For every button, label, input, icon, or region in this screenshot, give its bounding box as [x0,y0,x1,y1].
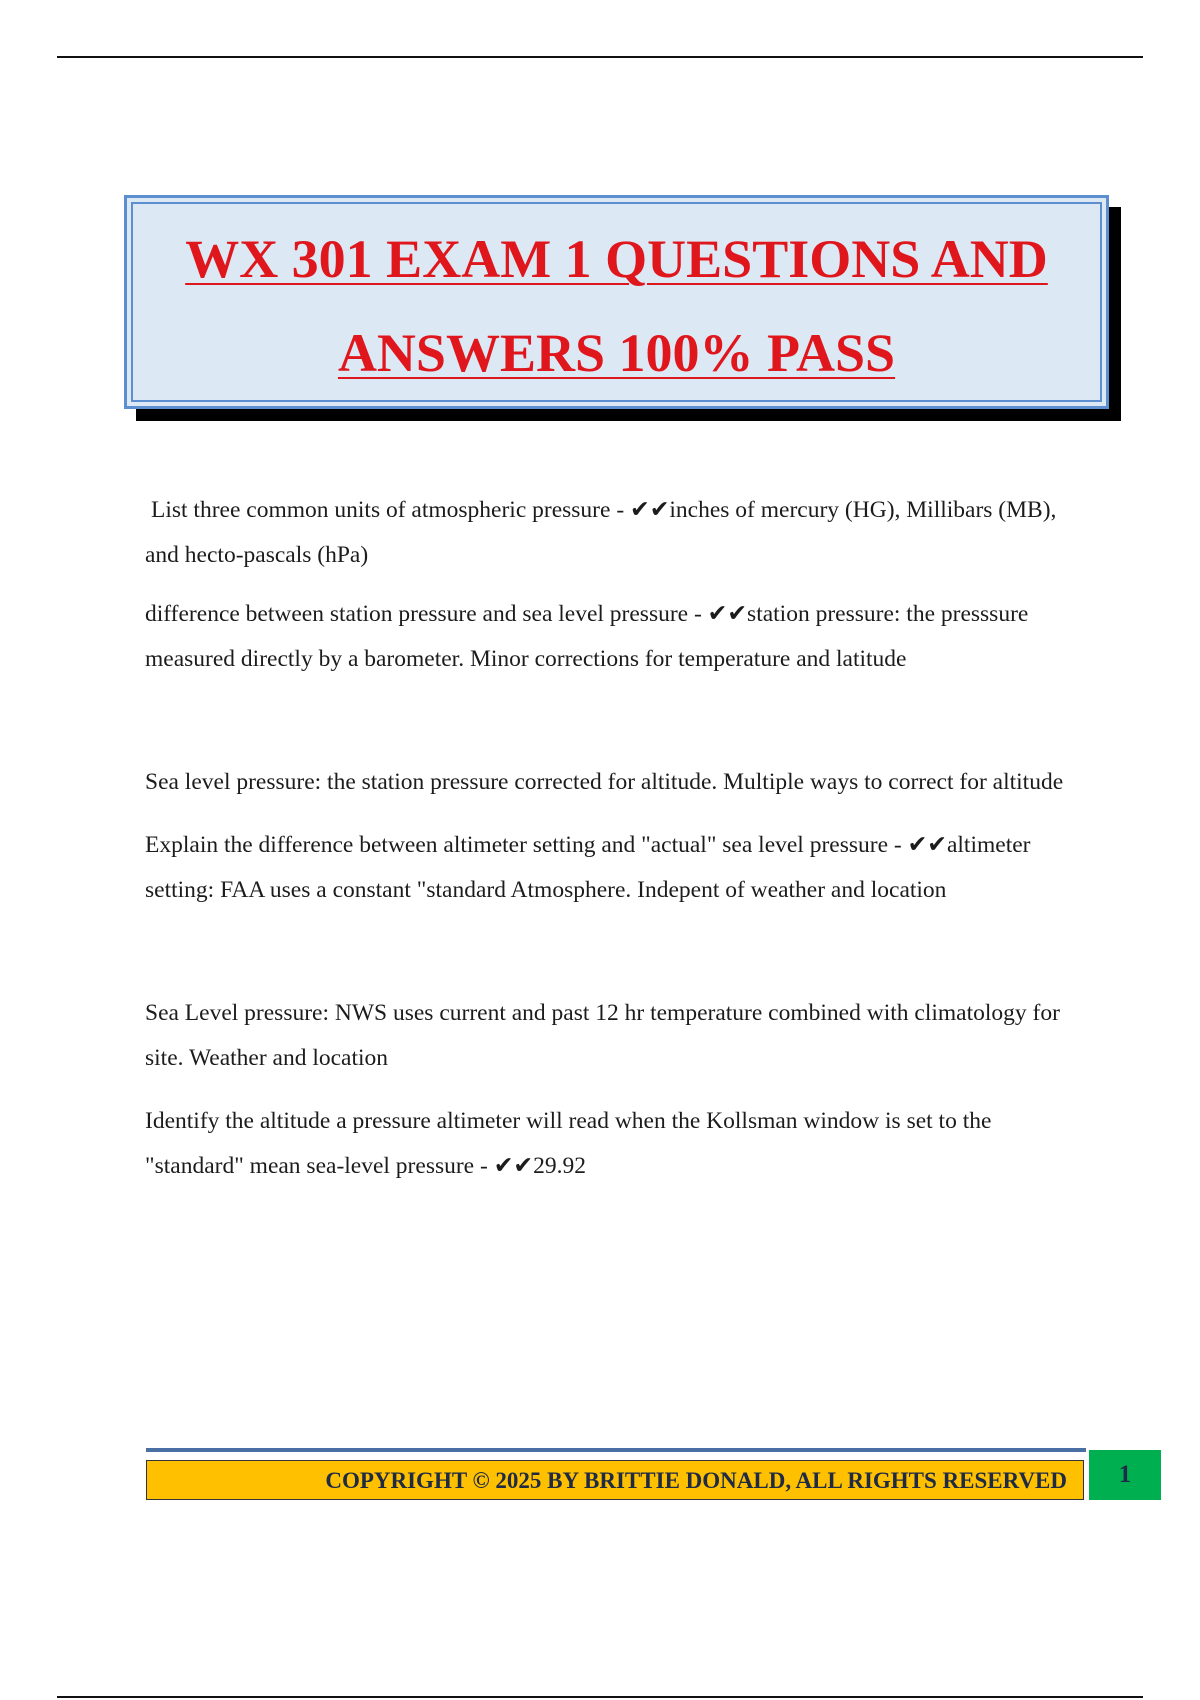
paragraph-nws-sea-level: Sea Level pressure: NWS uses current and past 12 hr temperature combined with climatology for site. Weather and location [145,1000,1060,1071]
title-banner [124,195,1109,409]
title-text-2: ANSWERS 100% PASS [337,323,896,383]
title-text-1: WX 301 EXAM 1 QUESTIONS AND [185,229,1048,289]
paragraph-sea-level-definition: Sea level pressure: the station pressure corrected for altitude. Multiple ways to correct for altitude [145,769,1064,795]
page-number: 1 [1089,1450,1161,1500]
paragraph-altimeter-setting: Explain the difference between altimeter setting and "actual" sea level pressure - ✔✔altimeter setting: FAA uses a constant "standard Atmosphere. Indepent of weather and location [145,832,1031,903]
top-rule [57,56,1143,58]
title-line-1 [127,212,1106,306]
paragraph-kollsman-window: Identify the altitude a pressure altimeter will read when the Kollsman window is set to the "standard" mean sea-level pressure - ✔✔29.92 [145,1108,992,1179]
document-body [145,488,1075,1189]
footer-rule [146,1448,1086,1452]
paragraph-station-vs-sea-level: difference between station pressure and sea level pressure - ✔✔station pressure: the presssure measured directly by a barometer. Minor corrections for temperature and latitude [145,601,1029,672]
paragraph-units-of-pressure: List three common units of atmospheric pressure - ✔✔inches of mercury (HG), Millibars (MB), and hecto-pascals (hPa) [145,497,1057,568]
bottom-rule [57,1696,1143,1698]
copyright-bar: COPYRIGHT © 2025 BY BRITTIE DONALD, ALL RIGHTS RESERVED [146,1460,1084,1500]
title-box [124,195,1109,409]
title-line-2 [127,306,1106,400]
